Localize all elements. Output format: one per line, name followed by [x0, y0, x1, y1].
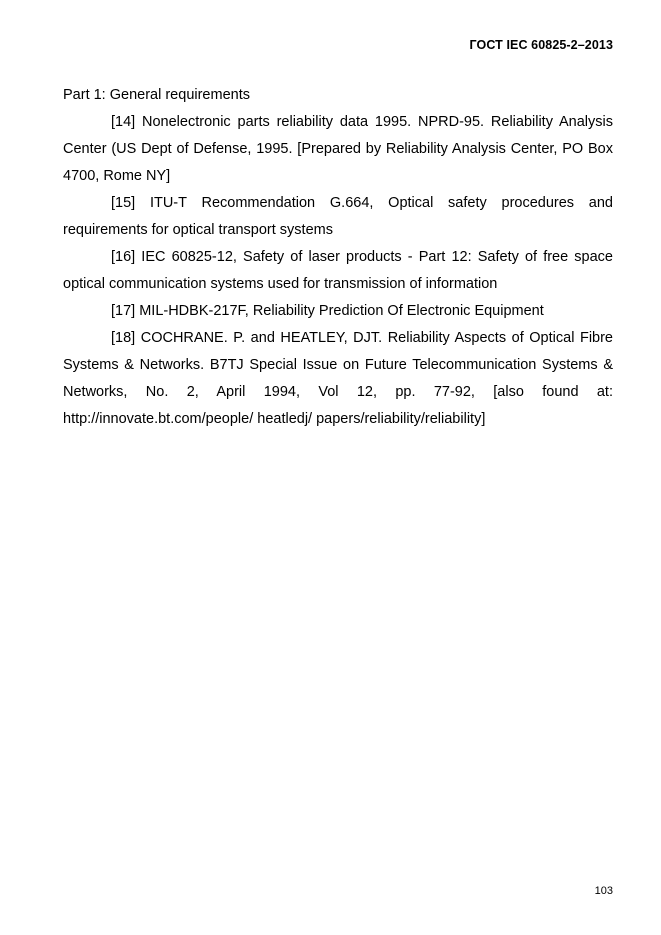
- reference-15: [15] ITU-T Recommendation G.664, Optical safety procedures and requirements for optical transport systems: [63, 195, 613, 238]
- document-code-header: ГОСТ IEC 60825-2–2013: [469, 38, 613, 52]
- references-list: [63, 82, 613, 433]
- reference-16: [16] IEC 60825-12, Safety of laser products - Part 12: Safety of free space optical communication systems used for transmission of information: [63, 249, 613, 292]
- reference-18: [18] COCHRANE. P. and HEATLEY, DJT. Reliability Aspects of Optical Fibre Systems & Networks. B7TJ Special Issue on Future Telecommunication Systems & Networks, No. 2, April 1994, Vol 12, pp. 77-92, [also found at: http://innovate.bt.com/people/ heatledj/ papers/reliability/reliability]: [63, 330, 613, 427]
- reference-14: [14] Nonelectronic parts reliability data 1995. NPRD-95. Reliability Analysis Center (US Dept of Defense, 1995. [Prepared by Reliability Analysis Center, PO Box 4700, Rome NY]: [63, 114, 613, 184]
- reference-part1-continuation: Part 1: General requirements: [63, 87, 250, 103]
- page-number: 103: [594, 885, 613, 897]
- reference-17: [17] MIL-HDBK-217F, Reliability Prediction Of Electronic Equipment: [111, 303, 544, 319]
